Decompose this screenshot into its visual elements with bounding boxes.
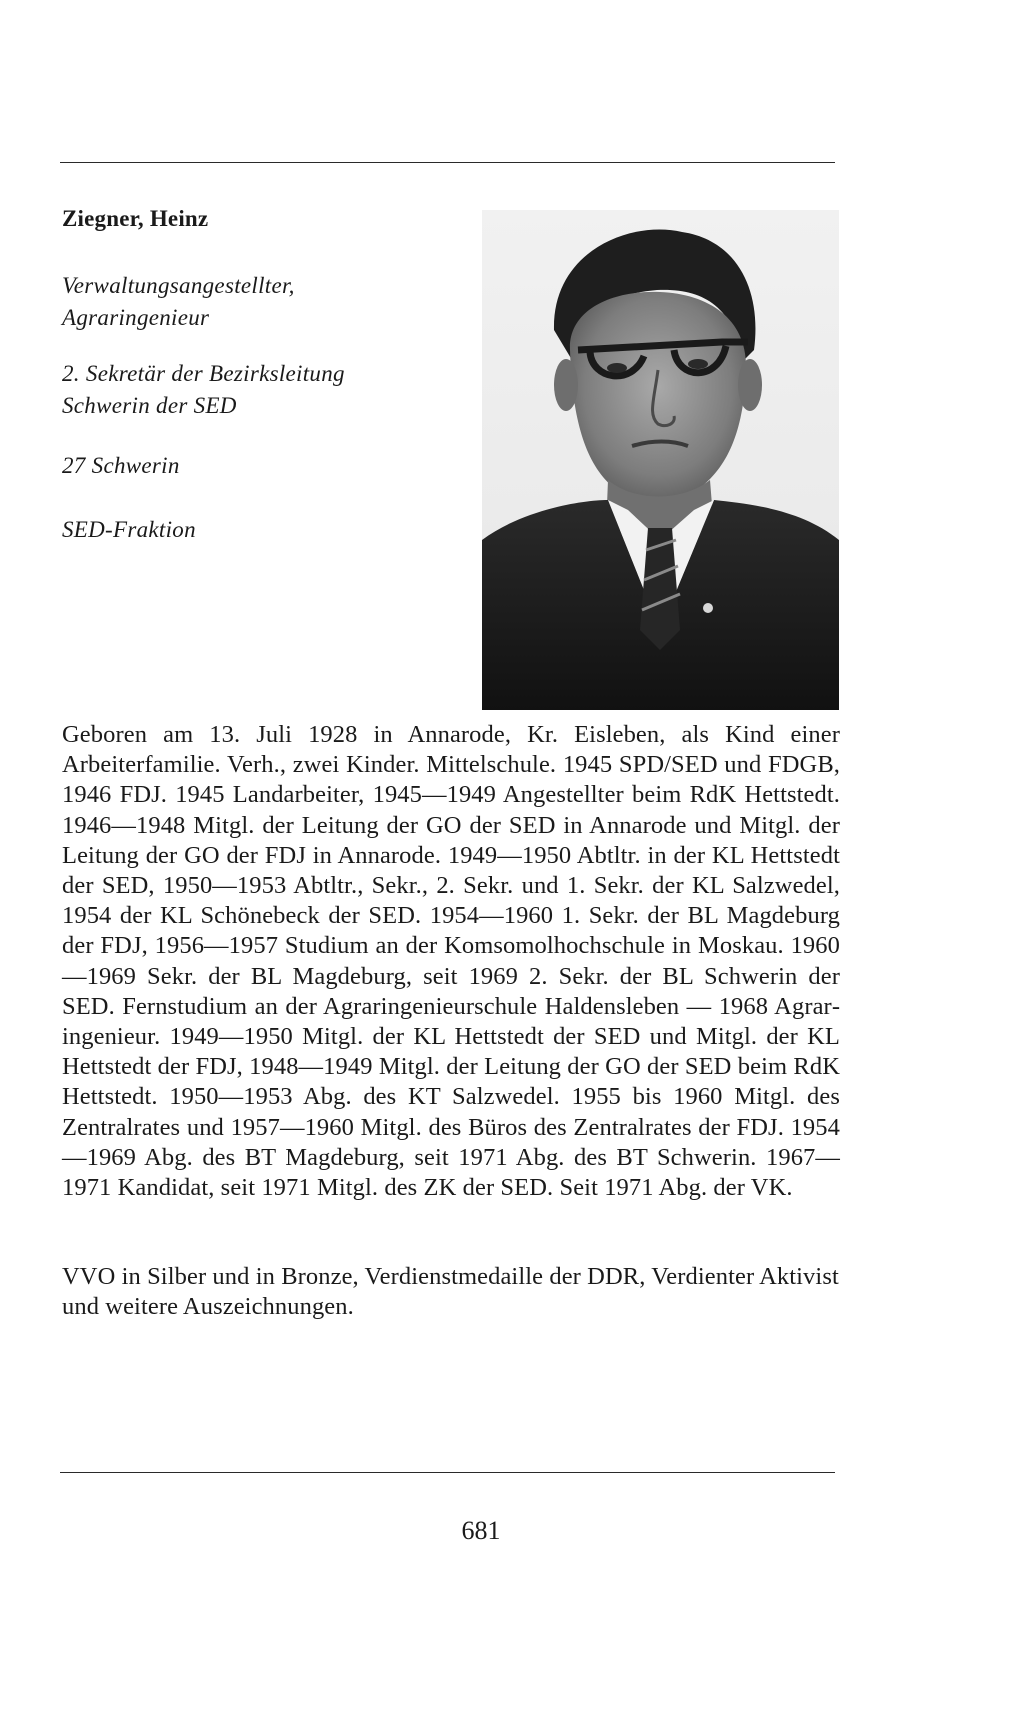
awards: VVO in Silber und in Bronze, Verdienstmedaille der DDR, Verdienter Aktivist und weitere Auszeichnungen.	[62, 1263, 839, 1321]
left-eye	[607, 363, 627, 373]
right-eye	[688, 359, 708, 369]
left-ear	[554, 359, 578, 411]
portrait-illustration	[482, 210, 839, 710]
profession-line-1: Verwaltungsangestellter,	[62, 273, 295, 298]
top-rule	[60, 162, 835, 163]
face	[570, 292, 746, 503]
address: 27 Schwerin	[62, 453, 180, 478]
position	[62, 358, 345, 422]
lapel-pin	[703, 603, 713, 613]
right-ear	[738, 359, 762, 411]
page-number: 681	[461, 1516, 501, 1545]
position-line-1: 2. Sekretär der Bezirksleitung	[62, 361, 345, 386]
bottom-rule	[60, 1472, 835, 1473]
biography: Geboren am 13. Juli 1928 in Annarode, Kr. Eisleben, als Kind einer Arbeiterfamilie. Verh., zwei Kinder. Mittelschule. 1945 SPD/SED und FDGB, 1946 FDJ. 1945 Landarbeiter, 1945—1949 Angestellter beim RdK Hettstedt. 1946—1948 Mitgl. der Leitung der GO der SED in Annarode und Mitgl. der Leitung der GO der FDJ in Annarode. 1949—1950 Abtltr. in der KL Hettstedt der SED, 1950—1953 Abtltr., Sekr., 2. Sekr. und 1. Sekr. der KL Salzwedel, 1954 der KL Schönebeck der SED. 1954—1960 1. Sekr. der BL Magdeburg der FDJ, 1956—1957 Studium an der Komsomolhochschule in Moskau. 1960—1969 Sekr. der BL Magdeburg, seit 1969 2. Sekr. der BL Schwerin der SED. Fernstudium an der Agraringenieurschule Haldensleben — 1968 Agraringenieur. 1949—1950 Mitgl. der KL Hettstedt der SED und Mitgl. der KL Hettstedt der FDJ, 1948—1949 Mitgl. der Leitung der GO der SED beim RdK Hettstedt. 1950—1953 Abg. des KT Salzwedel. 1955 bis 1960 Mitgl. des Zentralrates und 1957—1960 Mitgl. des Büros des Zentralrates der FDJ. 1954—1969 Abg. des BT Magdeburg, seit 1971 Abg. des BT Schwerin. 1967—1971 Kandidat, seit 1971 Mitgl. des ZK der SED. Seit 1971 Abg. der VK.	[62, 721, 840, 1202]
profession-line-2: Agraringenieur	[62, 305, 210, 330]
portrait-photo	[482, 210, 839, 710]
profession	[62, 270, 295, 334]
fraction: SED-Fraktion	[62, 517, 196, 542]
position-line-2: Schwerin der SED	[62, 393, 237, 418]
entry-name: Ziegner, Heinz	[62, 206, 209, 231]
